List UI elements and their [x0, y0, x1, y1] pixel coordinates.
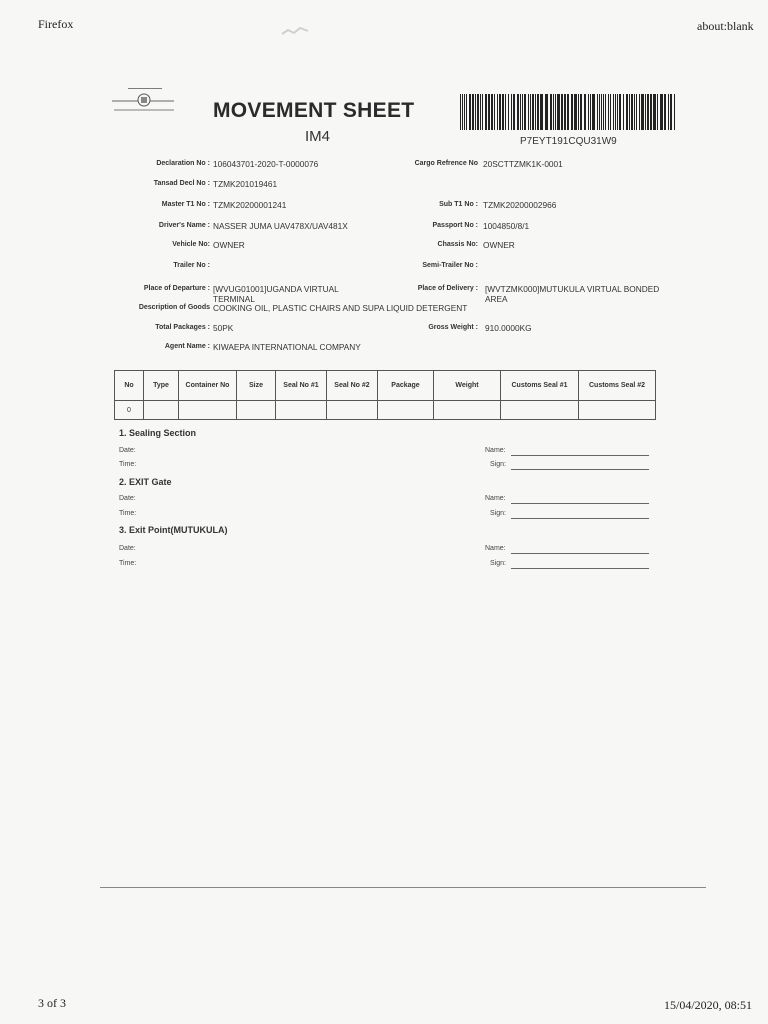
passport-no-value: 1004850/8/1	[483, 221, 530, 231]
chassis-no-label: Chassis No:	[437, 241, 478, 248]
gross-weight-value: 910.0000KG	[485, 323, 532, 333]
chassis-no-value: OWNER	[483, 240, 515, 250]
description-of-goods-value: COOKING OIL, PLASTIC CHAIRS AND SUPA LIQUID DETERGENT	[213, 303, 468, 313]
table-header-cell: Weight	[434, 371, 501, 401]
table-header-cell: Container No	[179, 371, 237, 401]
barcode-text: P7EYT191CQU31W9	[520, 136, 617, 147]
tansad-decl-no-label: Tansad Decl No :	[153, 180, 210, 187]
sealing-date-label: Date:	[119, 447, 136, 454]
sealing-sign-label: Sign:	[490, 461, 506, 468]
table-header-cell: Customs Seal #2	[579, 371, 656, 401]
table-header-cell: Seal No #2	[327, 371, 378, 401]
drivers-name-label: Driver's Name :	[158, 222, 210, 229]
vehicle-no-value: OWNER	[213, 240, 245, 250]
tra-logo-emblem	[112, 88, 176, 118]
exit-gate-name-label: Name:	[485, 495, 506, 502]
passport-no-label: Passport No :	[432, 222, 478, 229]
browser-app-name: Firefox	[38, 17, 74, 31]
agent-name-label: Agent Name :	[164, 343, 210, 350]
table-header-cell: Size	[237, 371, 276, 401]
place-of-delivery-value-line1: [WVTZMK000]MUTUKULA VIRTUAL BONDED	[485, 284, 660, 294]
table-cell	[579, 401, 656, 420]
total-packages-label: Total Packages :	[155, 324, 210, 331]
table-cell	[144, 401, 179, 420]
sealing-sign-line	[511, 469, 649, 470]
document-subtitle: IM4	[305, 128, 331, 145]
trailer-no-label: Trailer No :	[173, 262, 210, 269]
place-of-departure-label: Place of Departure :	[143, 285, 210, 292]
table-cell	[179, 401, 237, 420]
page-indicator: 3 of 3	[38, 996, 66, 1010]
place-of-delivery-label: Place of Delivery :	[417, 285, 478, 292]
table-cell: 0	[115, 401, 144, 420]
document-title: MOVEMENT SHEET	[213, 99, 415, 122]
table-header-cell: No	[115, 371, 144, 401]
sub-t1-no-value: TZMK20200002966	[483, 200, 557, 210]
sealing-section-title: 1. Sealing Section	[119, 428, 197, 438]
table-header-cell: Customs Seal #1	[501, 371, 579, 401]
sealing-name-line	[511, 455, 649, 456]
exit-gate-date-label: Date:	[119, 495, 136, 502]
declaration-no-value: 106043701-2020-T-0000076	[213, 159, 319, 169]
barcode-image	[460, 94, 678, 135]
place-of-departure-value-line1: [WVUG01001]UGANDA VIRTUAL	[213, 284, 339, 294]
table-header-row	[115, 371, 656, 401]
place-of-delivery-value-line2: AREA	[485, 294, 508, 304]
cargo-reference-no-label: Cargo Refrence No	[414, 160, 478, 167]
table-cell	[378, 401, 434, 420]
drivers-name-value: NASSER JUMA UAV478X/UAV481X	[213, 221, 348, 231]
scan-smudge	[280, 24, 310, 38]
exit-point-date-label: Date:	[119, 545, 136, 552]
exit-point-name-line	[511, 553, 649, 554]
container-table	[114, 370, 656, 420]
gross-weight-label: Gross Weight :	[428, 324, 478, 331]
table-header-cell: Package	[378, 371, 434, 401]
exit-point-name-label: Name:	[485, 545, 506, 552]
agent-name-value: KIWAEPA INTERNATIONAL COMPANY	[213, 342, 361, 352]
semi-trailer-no-label: Semi-Trailer No :	[422, 262, 478, 269]
table-cell	[327, 401, 378, 420]
sub-t1-no-label: Sub T1 No :	[439, 201, 478, 208]
exit-gate-title: 2. EXIT Gate	[119, 477, 172, 487]
sealing-name-label: Name:	[485, 447, 506, 454]
table-cell	[434, 401, 501, 420]
table-header-cell: Type	[144, 371, 179, 401]
vehicle-no-label: Vehicle No:	[172, 241, 210, 248]
sealing-time-label: Time:	[119, 461, 137, 468]
master-t1-no-label: Master T1 No :	[161, 201, 210, 208]
tansad-decl-no-value: TZMK201019461	[213, 179, 278, 189]
table-cell	[276, 401, 327, 420]
place-of-departure-value-line2: TERMINAL	[213, 294, 255, 304]
print-timestamp: 15/04/2020, 08:51	[664, 998, 753, 1012]
exit-point-time-label: Time:	[119, 560, 137, 567]
cargo-reference-no-value: 20SCTTZMK1K-0001	[483, 159, 563, 169]
bottom-divider	[100, 887, 706, 888]
total-packages-value: 50PK	[213, 323, 234, 333]
exit-gate-time-label: Time:	[119, 510, 137, 517]
table-cell	[237, 401, 276, 420]
table-row	[115, 401, 656, 420]
table-cell	[501, 401, 579, 420]
table-header-cell: Seal No #1	[276, 371, 327, 401]
exit-gate-sign-line	[511, 518, 649, 519]
exit-gate-sign-label: Sign:	[490, 510, 506, 517]
declaration-no-label: Declaration No :	[156, 160, 210, 167]
browser-url: about:blank	[697, 19, 754, 33]
exit-point-title: 3. Exit Point(MUTUKULA)	[119, 525, 228, 535]
master-t1-no-value: TZMK20200001241	[213, 200, 287, 210]
exit-gate-name-line	[511, 503, 649, 504]
description-of-goods-label: Description of Goods	[138, 304, 210, 311]
exit-point-sign-label: Sign:	[490, 560, 506, 567]
exit-point-sign-line	[511, 568, 649, 569]
